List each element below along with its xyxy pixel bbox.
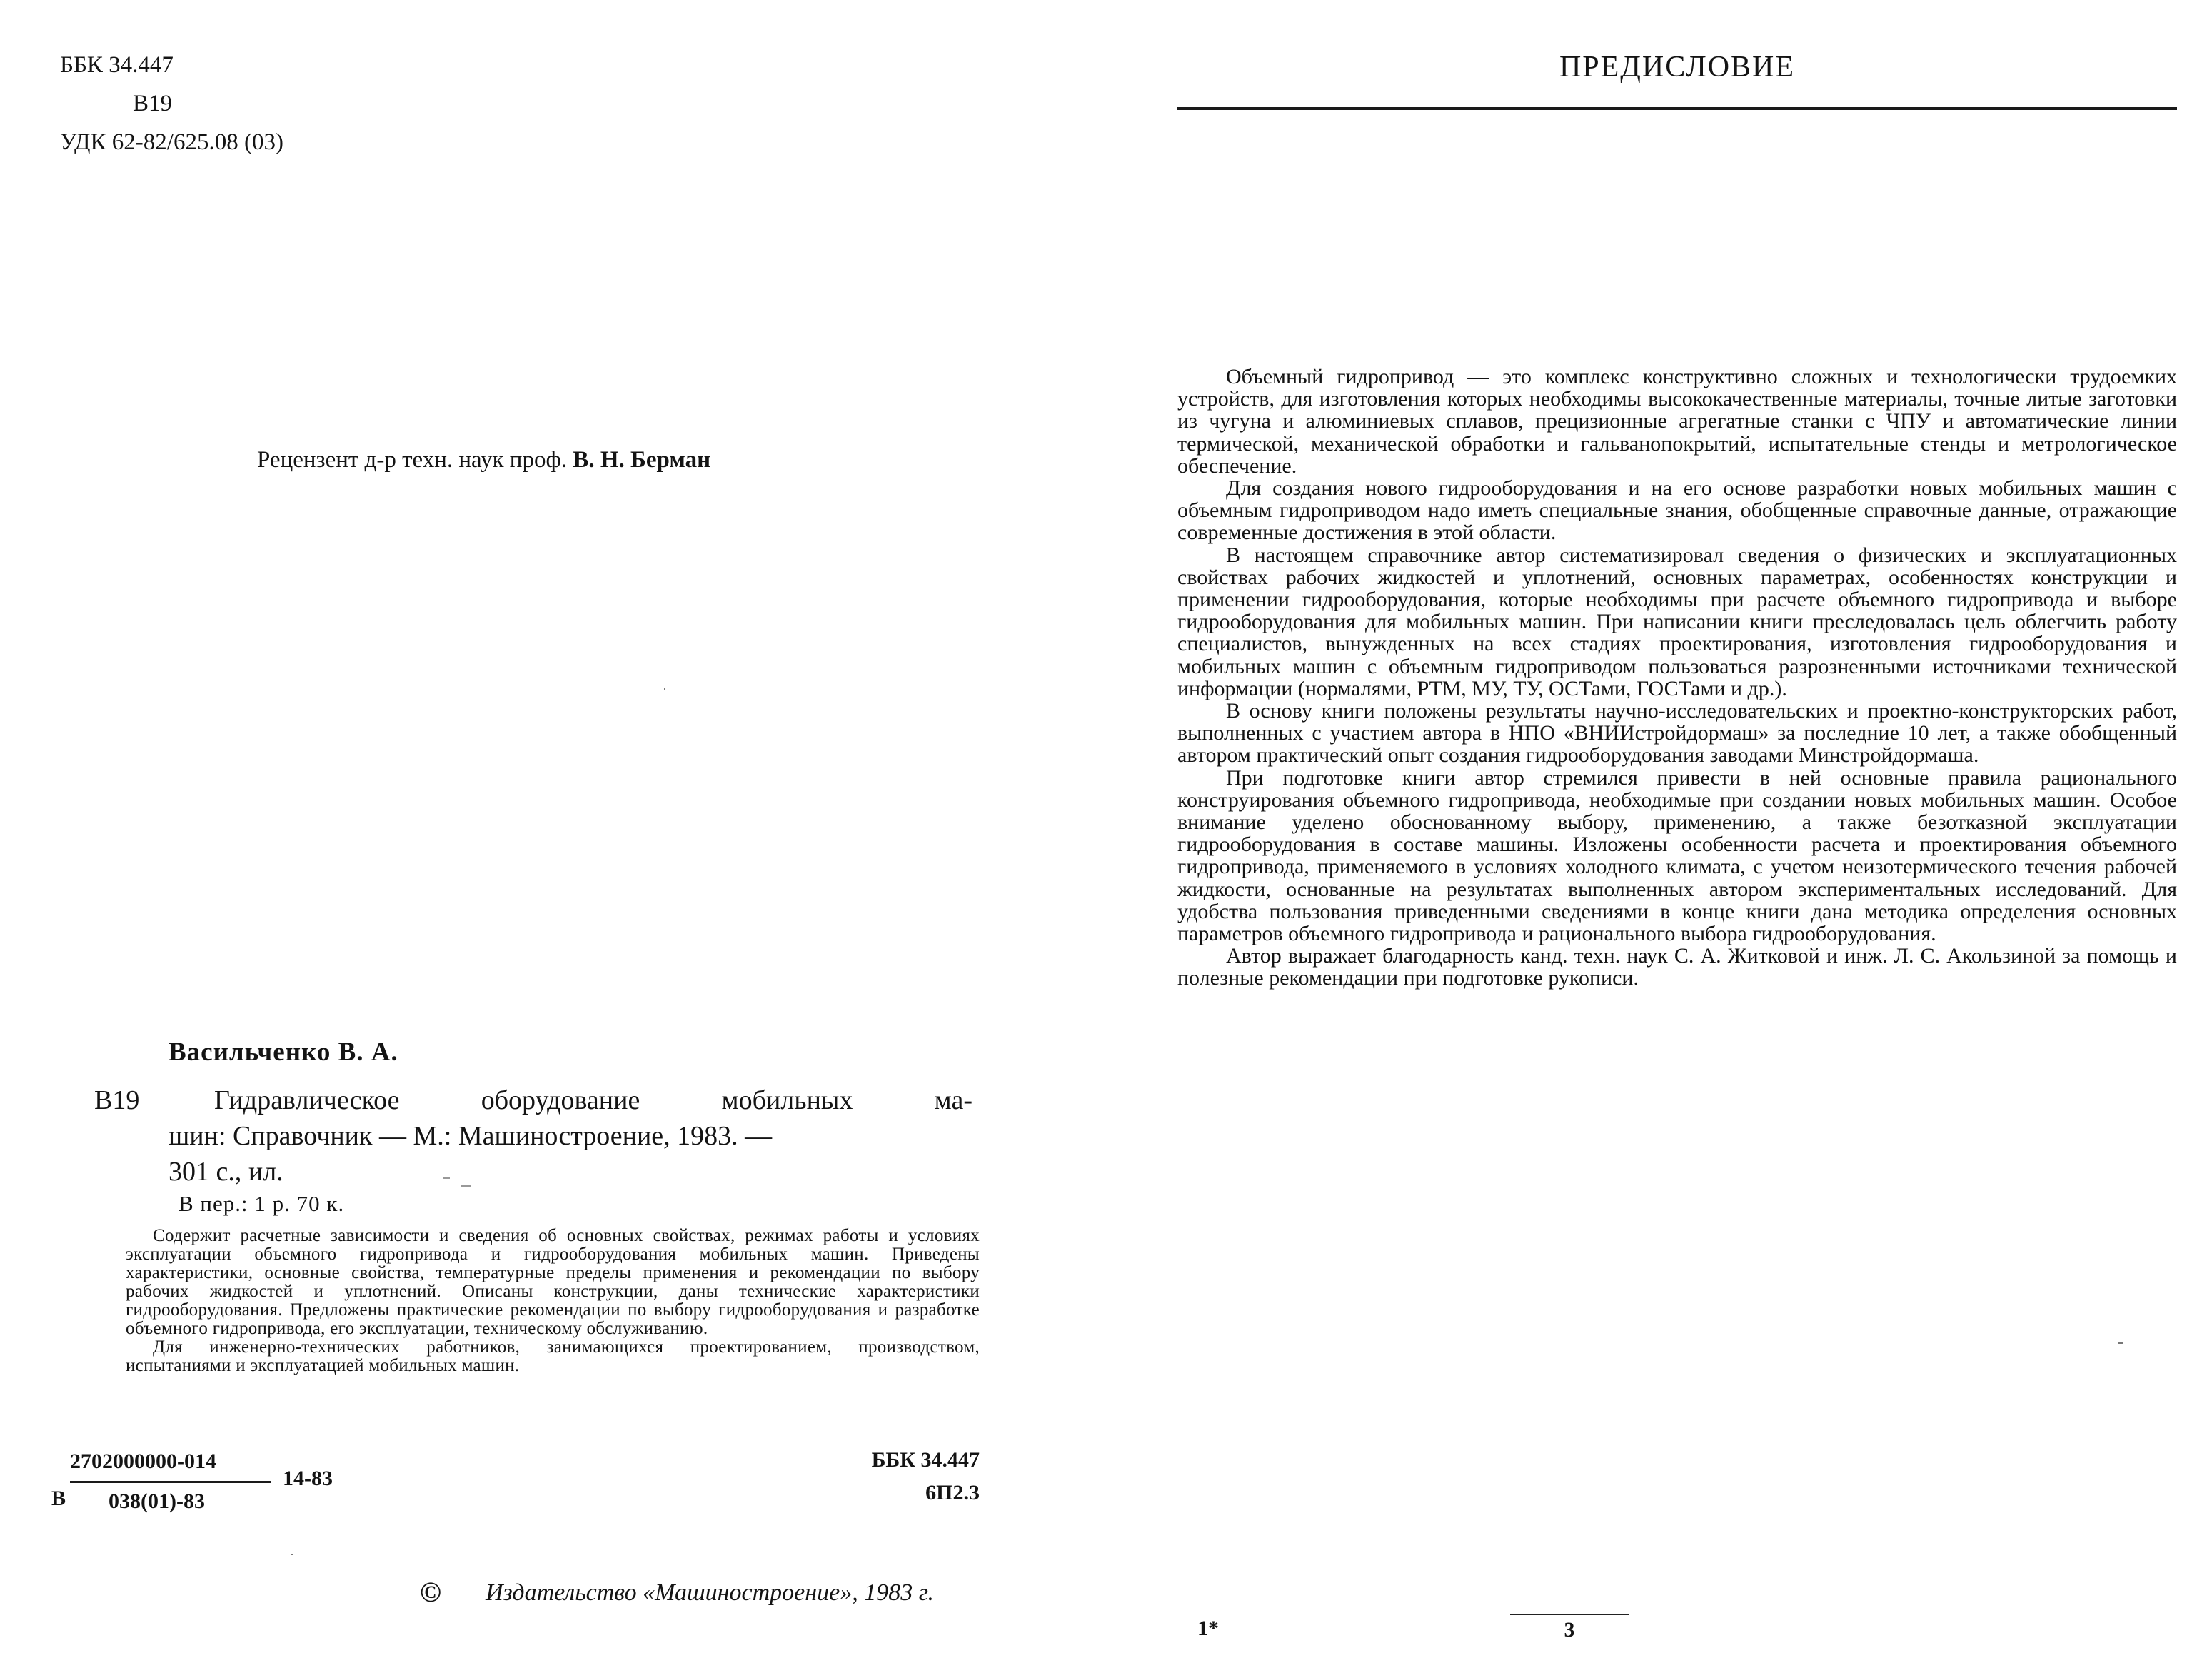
scan-speck (443, 1177, 450, 1179)
catalog-fraction-line (70, 1481, 271, 1483)
scan-speck (291, 1554, 293, 1555)
catalog-numerator: 2702000000-014 (70, 1450, 216, 1473)
signature-mark: 1* (1197, 1617, 1219, 1640)
annotation-paragraph-2: Для инженерно-технических работников, занимающихся проектированием, производством, испытаниями и эксплуатацией мобильных машин. (126, 1337, 980, 1375)
catalog-bbk: ББК 34.447 (871, 1448, 980, 1472)
heading-rule (1177, 107, 2177, 110)
author-name: Васильченко В. А. (169, 1038, 398, 1067)
preface-paragraph-1: Объемный гидропривод — это комплекс конструктивно сложных и технологически трудоемких устройств, для изготовления которых необходимы высококачественные материалы, точные литые заготовки из чугуна и алюминиевых сплавов, прецизионные агрегатные станки с ЧПУ и автоматические линии термической, механической обработки и гальванопокрытий, испытательные стенды и метрологическое обеспечение. (1177, 365, 2177, 478)
catalog-prefix: В (51, 1487, 66, 1510)
preface-paragraph-6: Автор выражает благодарность канд. техн. наук С. А. Житковой и инж. Л. С. Акользиной за помощь и полезные рекомендации при подготовке рукописи. (1177, 944, 2177, 990)
reviewer-line (257, 447, 710, 473)
bibliographic-entry (94, 1082, 972, 1190)
bbk-code: ББК 34.447 (60, 52, 174, 78)
page-title: ПРЕДИСЛОВИЕ (1559, 51, 1796, 84)
catalog-denominator: 038(01)-83 (109, 1489, 205, 1513)
scan-speck (2118, 1342, 2123, 1344)
catalog-suffix: 14-83 (283, 1467, 333, 1490)
copyright-icon: © (420, 1576, 441, 1608)
catalog-code: 6П2.3 (925, 1481, 980, 1504)
biblio-index: В19 (94, 1085, 140, 1115)
preface-paragraph-4: В основу книги положены результаты научно-исследовательских и проектно-конструкторских работ, выполненных с участием автора в НПО «ВНИИстройдормаш» за последние 10 лет, а также обобщенный автором практический опыт создания гидрооборудования заводами Минстройдормаша. (1177, 699, 2177, 768)
biblio-line-3: 301 с., ил. (169, 1157, 283, 1187)
preface-paragraph-3: В настоящем справочнике автор систематизировал сведения о физических и эксплуатационных свойствах рабочих жидкостей и уплотнений, основных параметрах, особенностях конструкции и применении гидрооборудования, которые необходимы при расчете объемного гидропривода и выборе гидрооборудования для мобильных машин. При написании книги преследовалась цель облегчить работу специалистов, вынужденных на всех стадиях проектирования, изготовления гидрооборудования и мобильных машин с объемным гидроприводом пользоваться разрозненными источниками технической информации (нормалями, РТМ, МУ, ТУ, ОСТами, ГОСТами и др.). (1177, 543, 2177, 700)
annotation (126, 1227, 980, 1375)
index-code: В19 (133, 91, 173, 116)
publisher-line: Издательство «Машиностроение», 1983 г. (486, 1579, 935, 1606)
udk-code: УДК 62-82/625.08 (03) (60, 129, 283, 155)
page-number-rule (1510, 1614, 1629, 1615)
preface-paragraph-5: При подготовке книги автор стремился привести в ней основные правила рационального конструирования объемного гидропривода, необходимые при создании новых мобильных машин. Особое внимание уделено обоснованному выбору, применению, а также безотказной эксплуатации гидрооборудования в составе машины. Изложены особенности расчета и проектирования объемного гидропривода, применяемого в условиях холодного климата, с учетом неизотермического течения рабочей жидкости, основанные на результатах выполненных автором экспериментальных исследований. Для удобства пользования приведенными сведениями в конце книги дана методика определения основных параметров объемного гидропривода и рационального выбора гидрооборудования. (1177, 765, 2177, 946)
right-page (1106, 0, 2212, 1678)
page-number: 3 (1564, 1618, 1575, 1642)
biblio-line-2: шин: Справочник — М.: Машиностроение, 1983. — (169, 1121, 773, 1151)
annotation-paragraph-1: Содержит расчетные зависимости и сведения об основных свойствах, режимах работы и условиях эксплуатации объемного гидропривода и гидрооборудования мобильных машин. Приведены характеристики, основные свойства, температурные пределы применения и рекомендации по выбору рабочих жидкостей и уплотнений. Описаны конструкции, даны технические характеристики гидрооборудования. Предложены практические рекомендации по выбору гидрооборудования и разработке объемного гидропривода, его эксплуатации, техническому обслуживанию. (126, 1226, 980, 1338)
price: В пер.: 1 р. 70 к. (179, 1191, 345, 1216)
preface-paragraph-2: Для создания нового гидрооборудования и на его основе разработки новых мобильных машин с объемным гидроприводом надо иметь специальные знания, обобщенные справочные данные, отражающие современные достижения в этой области. (1177, 476, 2177, 545)
reviewer-name: В. Н. Берман (573, 447, 711, 473)
scan-speck (664, 688, 665, 690)
preface-text (1177, 366, 2177, 990)
scan-speck (461, 1185, 471, 1187)
reviewer-prefix: Рецензент д-р техн. наук проф. (257, 447, 568, 473)
biblio-line-1: Гидравлическое оборудование мобильных ма- (214, 1085, 972, 1115)
